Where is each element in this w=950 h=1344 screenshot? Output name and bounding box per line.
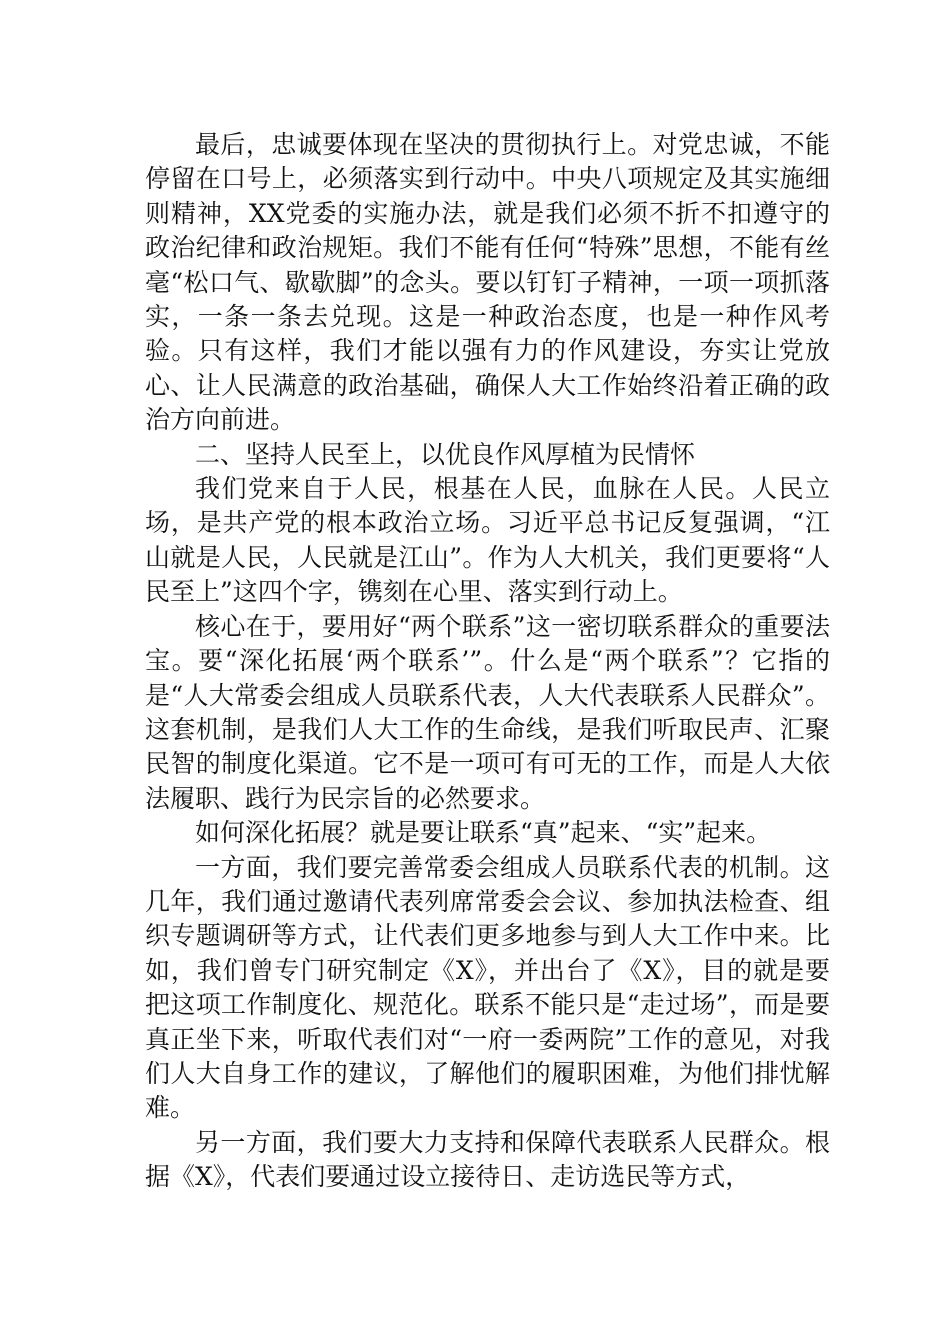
section-heading-people-first: 二、坚持人民至上，以优良作风厚植为民情怀 xyxy=(195,439,696,469)
document-body xyxy=(145,128,830,1195)
paragraph-how-to-deepen: 如何深化拓展？就是要让联系“真”起来、“实”起来。 xyxy=(195,818,772,848)
paragraph-committee-liaison: 一方面，我们要完善常委会组成人员联系代表的机制。这几年，我们通过邀请代表列席常委会会议、参加执法检查、组织专题调研等方式，让代表们更多地参与到人大工作中来。比如，我们曾专门研究制定《X》，并出台了《X》，目的就是要把这项工作制度化、规范化。联系不能只是“走过场”，而是要真正坐下来，听取代表们对“一府一委两院”工作的意见，对我们人大自身工作的建议，了解他们的履职困难，为他们排忧解难。 xyxy=(145,852,830,1123)
paragraph-people-foundation: 我们党来自于人民，根基在人民，血脉在人民。人民立场，是共产党的根本政治立场。习近平总书记反复强调，“江山就是人民，人民就是江山”。作为人大机关，我们更要将“人民至上”这四个字，镌刻在心里、落实到行动上。 xyxy=(145,474,830,607)
paragraph-two-connections: 核心在于，要用好“两个联系”这一密切联系群众的重要法宝。要“深化拓展‘两个联系’”。什么是“两个联系”？它指的是“人大常委会组成人员联系代表，人大代表联系人民群众”。这套机制，是我们人大工作的生命线，是我们听取民声、汇聚民智的制度化渠道。它不是一项可有可无的工作，而是人大依法履职、践行为民宗旨的必然要求。 xyxy=(145,611,830,813)
paragraph-loyalty-execution: 最后，忠诚要体现在坚决的贯彻执行上。对党忠诚，不能停留在口号上，必须落实到行动中。中央八项规定及其实施细则精神，XX党委的实施办法，就是我们必须不折不扣遵守的政治纪律和政治规矩。我们不能有任何“特殊”思想，不能有丝毫“松口气、歇歇脚”的念头。要以钉钉子精神，一项一项抓落实，一条一条去兑现。这是一种政治态度，也是一种作风考验。只有这样，我们才能以强有力的作风建设，夯实让党放心、让人民满意的政治基础，确保人大工作始终沿着正确的政治方向前进。 xyxy=(145,130,830,435)
paragraph-deputies-liaison: 另一方面，我们要大力支持和保障代表联系人民群众。根据《X》，代表们要通过设立接待日、走访选民等方式， xyxy=(145,1127,830,1192)
